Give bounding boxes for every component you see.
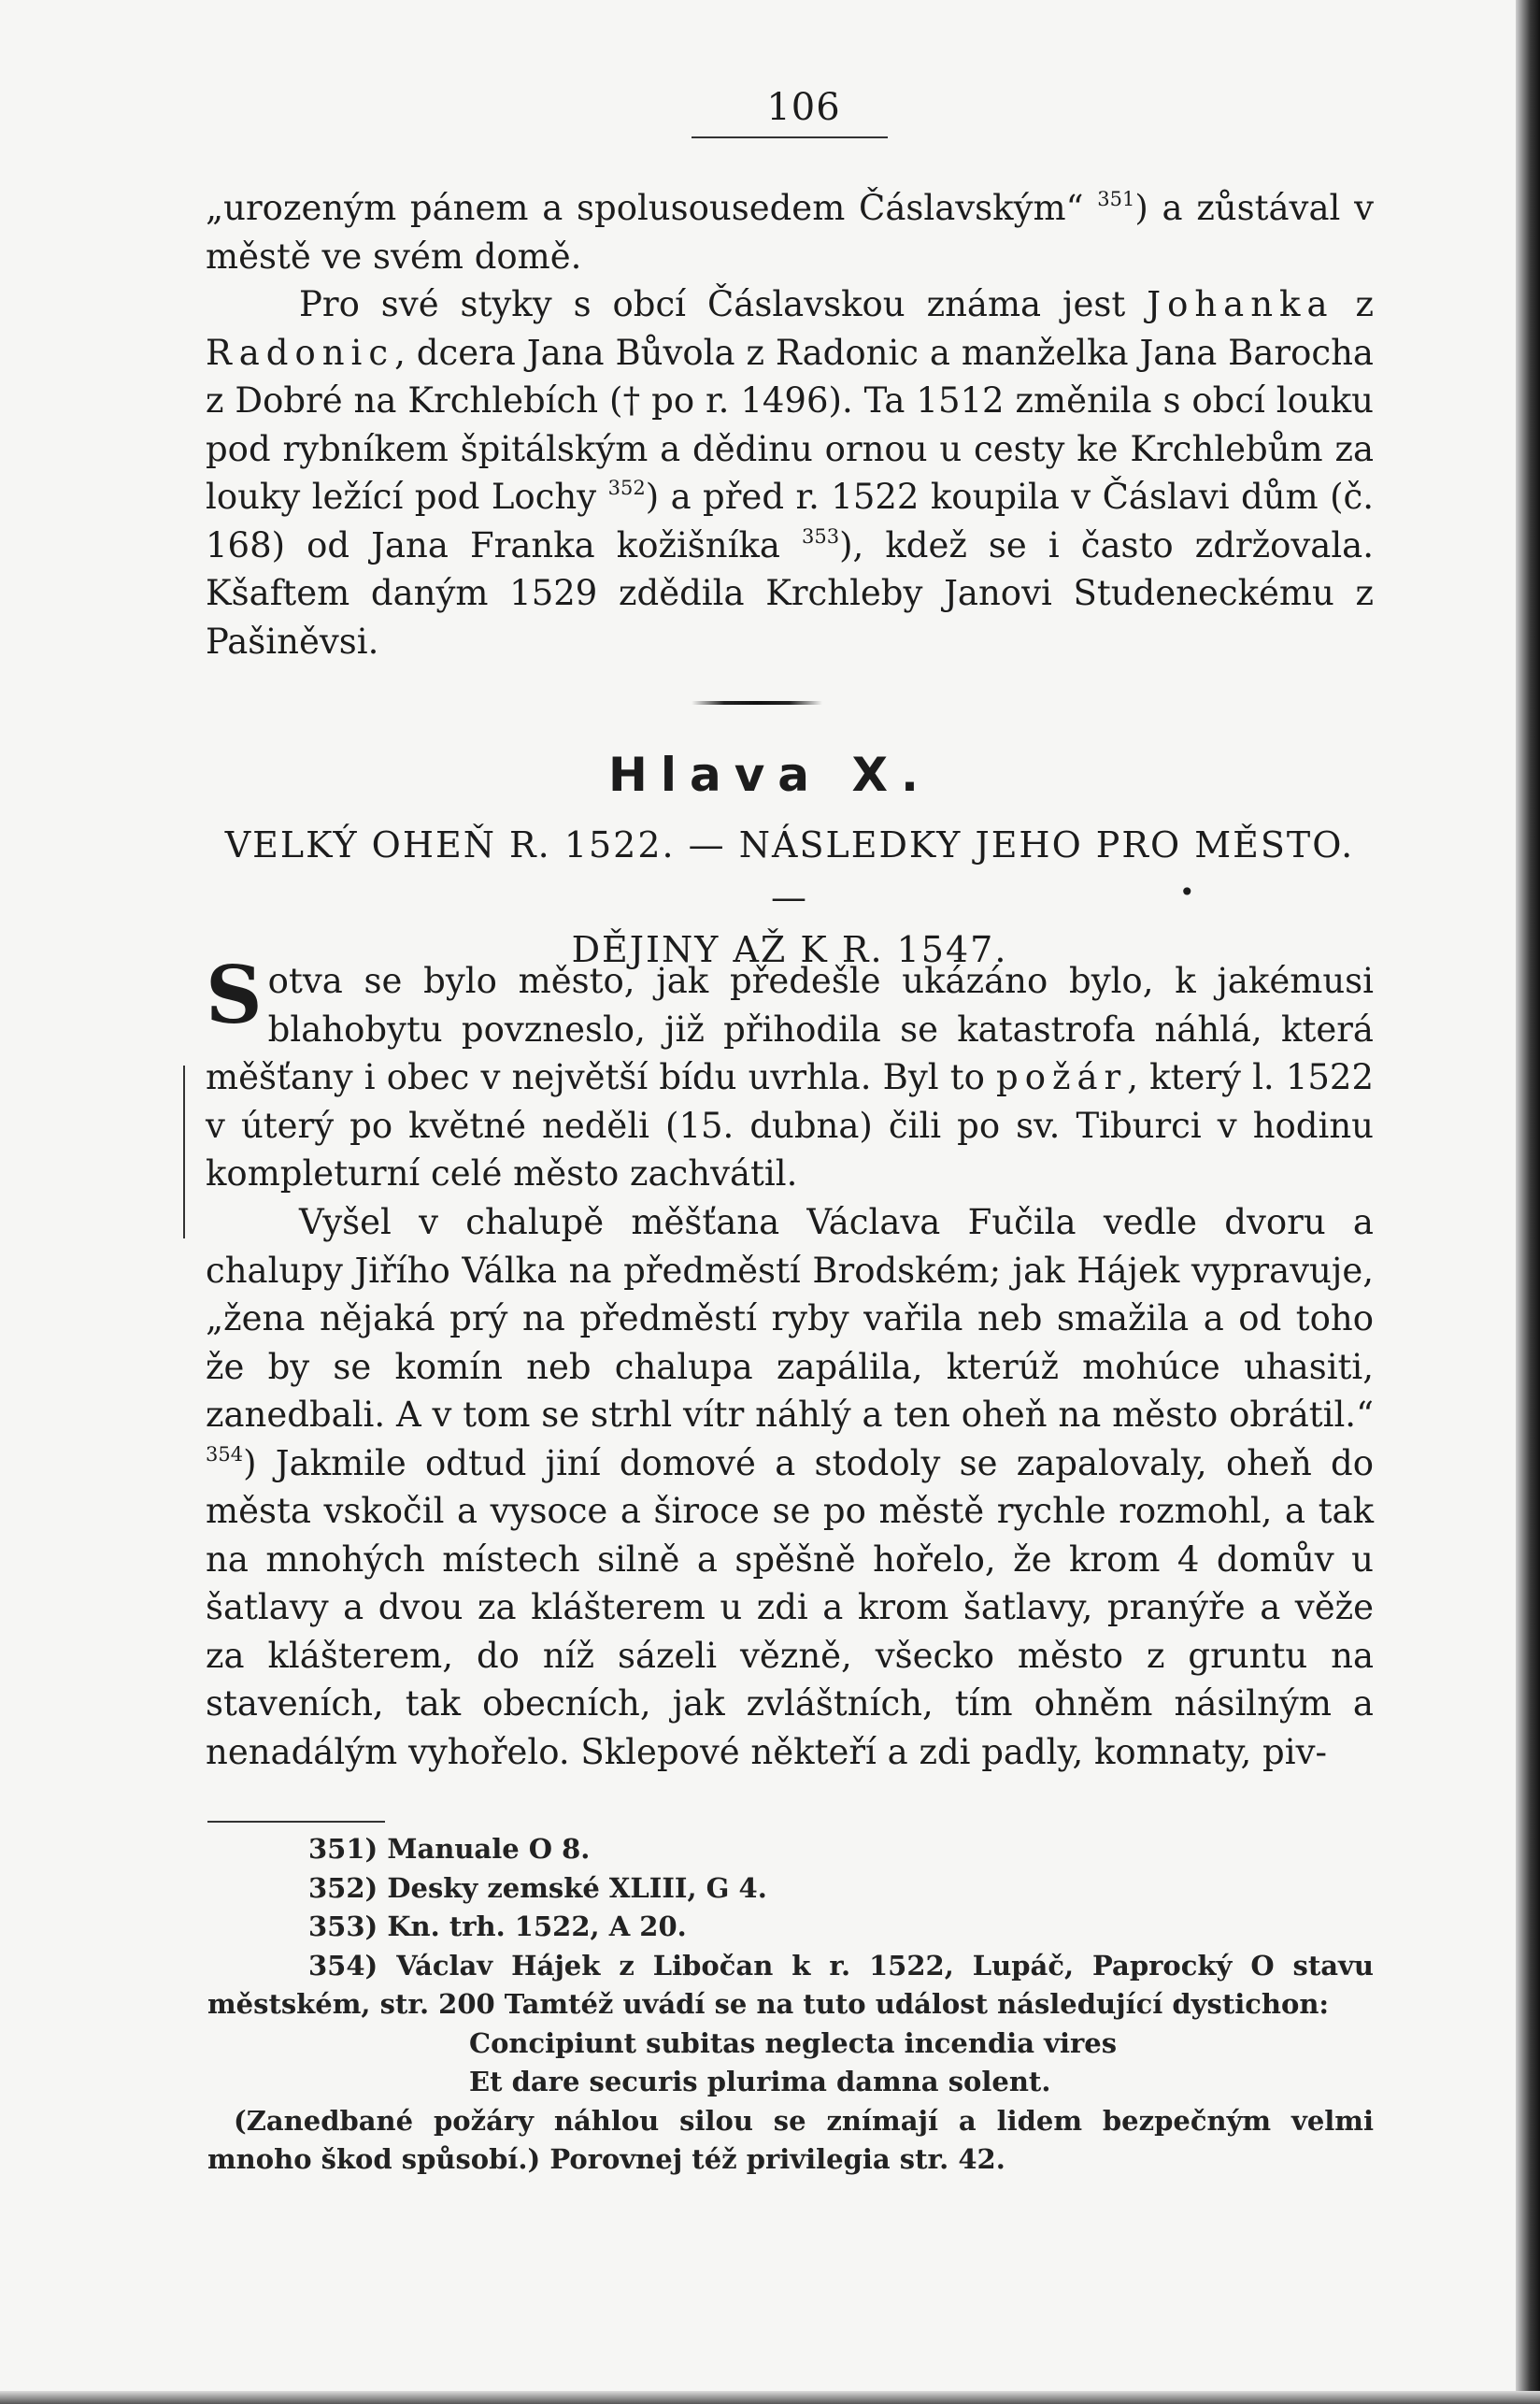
paragraph-text: ) Jakmile odtud jiní domové a stodoly se zapalovaly, oheň do města vskočil a vysoce a široce se po městě rychle rozmohl, a tak na mnohých místech silně a spěšně hořelo, že krom 4 domův u šatlavy a dvou za klášterem u zdi a krom šatlavy, pranýře a věže za klášterem, do níž sázeli vězně, všecko město z gruntu na staveních, tak obecních, jak zvláštních, tím ohněm násilným a nenadálým vyhořelo. Sklepové někteří a zdi padly, komnaty, piv- [206,1442,1374,1772]
paragraph-text: ), kdež se i často zdržovala. Kšaftem daným 1529 zdědila Krchleby Janovi Studeneckému z Pašiněvsi. [206,524,1374,662]
chapter-title-line: DĚJINY AŽ K R. 1547. [571,929,1008,970]
footnote-ref: 352 [607,477,646,499]
footnote-ref: 354 [206,1442,244,1466]
paragraph-continuation [206,184,1374,280]
page-number: 106 [766,86,841,129]
paragraph-text: otva se bylo město, jak předešle ukázáno bylo, k jakémusi blahobytu povzneslo, již přihodila se katastrofa náhlá, která měšťany i obec v největší bídu uvrhla. Byl to [206,961,1374,1097]
paragraph-text: „urozeným pánem a spolusousedem Čáslavským“ [206,188,1098,228]
paragraph-text: Pro své styky s obcí Čáslavskou známa jest [299,284,1148,324]
section-divider [692,701,822,705]
emphasized-name: Johanka [1147,284,1334,324]
paragraph-text: ) a před r. 1522 koupila v Čáslavi dům (č. 168) od Jana Franka kožišníka [206,477,1374,565]
footnote-verse: Et dare securis plurima damna solent. [469,2066,1051,2097]
chapter-title [206,819,1374,976]
emphasized-name: Radonic [206,332,395,373]
paragraph-text: z [1333,284,1374,324]
drop-cap: S [206,949,263,1041]
chapter-heading: Hlava X. [607,748,932,802]
paragraph-fire-spread [206,1198,1374,1776]
paragraph-text: Vyšel v chalupě měšťana Václava Fučila vedle dvoru a chalupy Jiřího Válka na předměstí Brodském; jak Hájek vypravuje, „žena nějaká prý na předměstí ryby vařila neb smažila a od toho že by se komín neb chalupa zapálila, kterúž mohúce uhasiti, zanedbali. A v tom se strhl vítr náhlý a ten oheň na město obrátil.“ [206,1202,1374,1435]
footnote-translation: (Zanedbané požáry náhlou silou se znímají a lidem bezpečným velmi mnoho škod spůsobí.) Porovnej též privilegia str. 42. [207,2104,1374,2175]
footnote-ref: 351 [1097,188,1135,210]
paragraph-text: ) a zůstával v městě ve svém domě. [206,188,1374,277]
footnote: 353) Kn. trh. 1522, A 20. [308,1910,687,1942]
paragraph-johanka [206,280,1374,665]
emphasized-word: požár [996,1057,1128,1097]
footnote-rule [207,1821,385,1823]
ornament-mark: • [1179,877,1195,908]
page-edge-shadow [1516,0,1540,2404]
footnote-ref: 353 [802,524,840,548]
footnote: 351) Manuale O 8. [308,1833,591,1865]
chapter-title-line: VELKÝ OHEŇ R. 1522. — NÁSLEDKY JEHO PRO MĚSTO. — [224,824,1355,918]
footnote: 352) Desky zemské XLIII, G 4. [308,1871,767,1904]
paragraph-text: , dcera Jana Bůvola z Radonic a manželka Jana Barocha z Dobré na Krchlebích († po r. 1496). Ta 1512 změnila s obcí louku pod rybníkem špitálským a dědinu ornou u cesty ke Krchlebům za louky ležící pod Lochy [206,332,1374,517]
footnotes [207,1830,1374,2180]
footnote: 354) Václav Hájek z Libočan k r. 1522, Lupáč, Paprocký O stavu městském, str. 200 Tamtéž uvádí se na tuto událost následující dystichon: [207,1949,1374,2020]
page-bottom-shadow [0,2391,1540,2404]
footnote-verse: Concipiunt subitas neglecta incendia vires [469,2026,1118,2059]
page-number-rule [692,136,888,138]
paragraph-text: , který l. 1522 v úterý po květné neděli (15. dubna) čili po sv. Tiburci v hodinu kompleturní celé město zachvátil. [206,1057,1374,1194]
margin-mark [183,1066,185,1238]
